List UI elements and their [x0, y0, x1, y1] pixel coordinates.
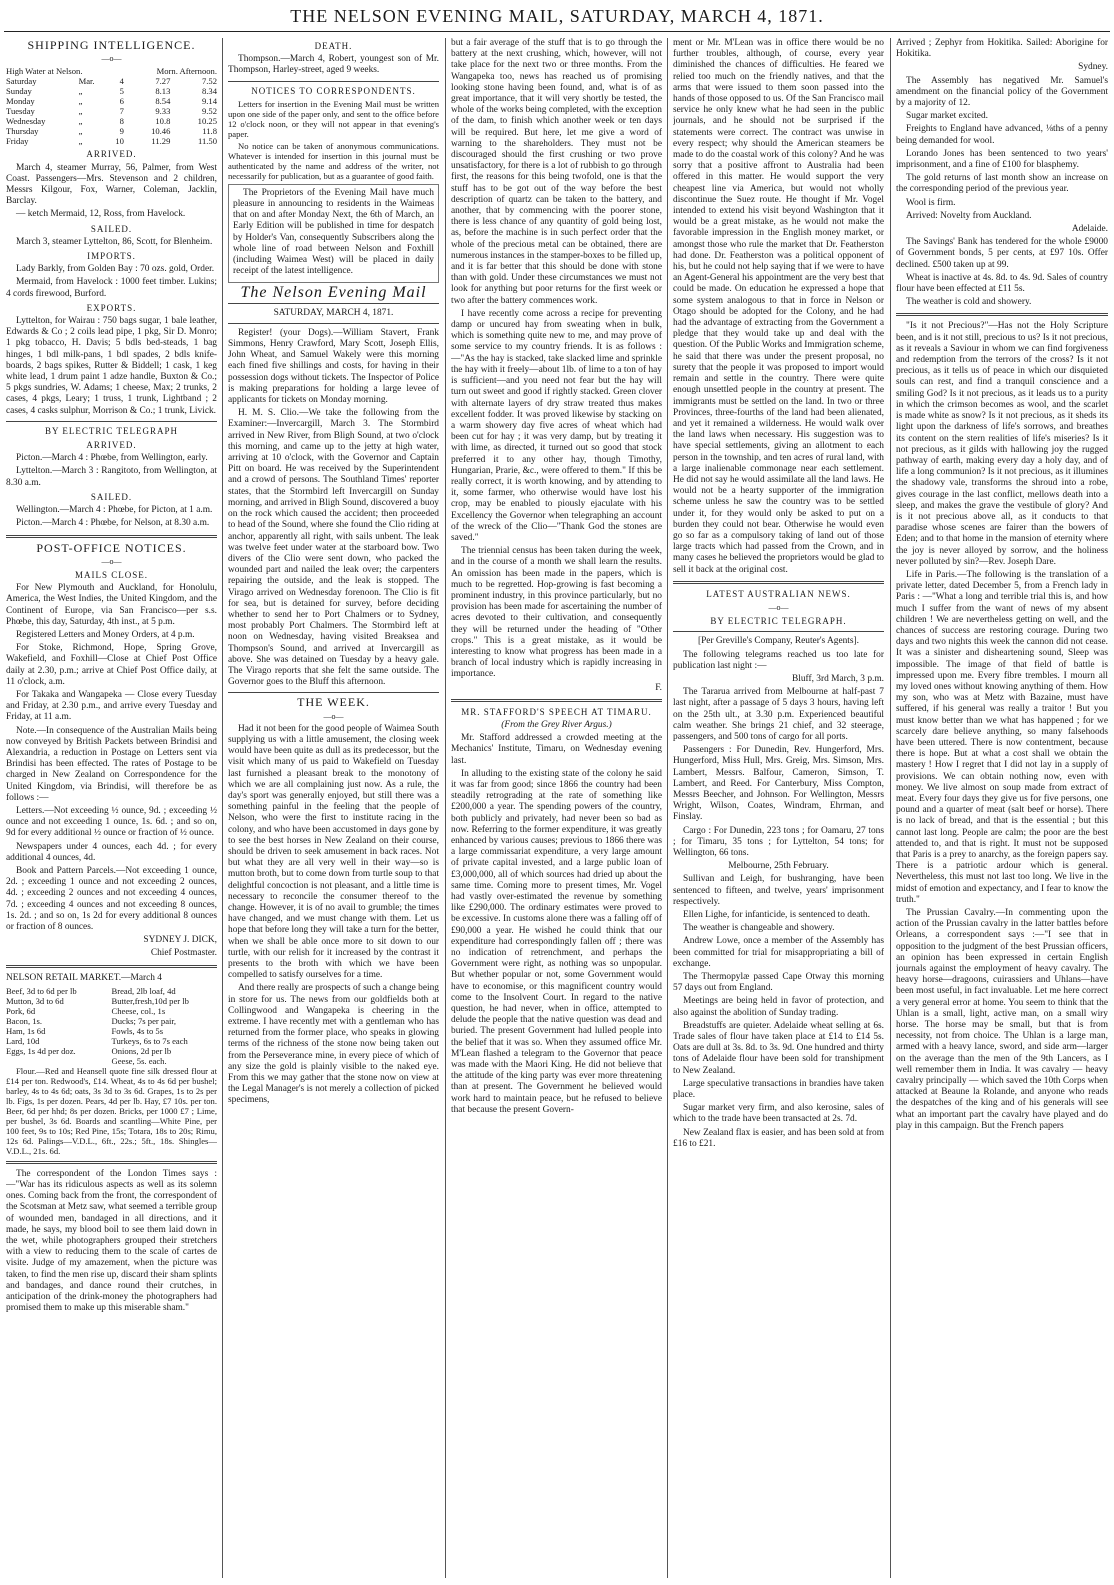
post-office-notice: For New Plymouth and Auckland, for Honolulu, America, the West Indies, the United Kingdom, and the Continent of Europe, via San Francisco—per s.s. Phœbe, this day, Saturday, 4th inst., at 5 p.m. — [6, 583, 217, 627]
post-office-notice: Book and Pattern Parcels.—Not exceeding 1 ounce, 2d. ; exceeding 1 ounce and not exceeding 2 ounces, 4d. ; exceeding 2 ounces and not exceeding 4 ounces, 7d. ; exceeding 4 ounces and not exceeding 8 ounces, 1s. 2d. ; and so on, 1s 2d for every additional 8 ounces or fraction of 8 ounces. — [6, 865, 217, 932]
tide-row — [6, 96, 217, 106]
arrived-heading: ARRIVED. — [86, 149, 137, 160]
column-divider — [222, 38, 223, 1578]
divider — [6, 421, 217, 422]
tide-cell: 9.14 — [201, 96, 217, 107]
column-2 — [228, 38, 439, 1578]
news-paragraph: Breadstuffs are quieter. Adelaide wheat selling at 6s. Trade sales of flour have taken place at £14 to £14 5s. Oats are dull at 3s. 8d. to 3s. 9d. One hundred and thirty tons of Adelaide flour have been sold for transhipment to New Zealand. — [673, 1020, 884, 1076]
separator: —o— — [101, 556, 122, 566]
tide-cell: 9.52 — [201, 106, 217, 117]
the-week-heading: THE WEEK. — [297, 695, 370, 710]
tide-cell: 8.54 — [155, 96, 171, 107]
divider — [228, 692, 439, 693]
tide-cell: Friday — [6, 136, 29, 147]
market-row — [6, 1016, 217, 1026]
divider — [228, 81, 439, 82]
australian-news-heading: LATEST AUSTRALIAN NEWS. — [706, 588, 851, 599]
news-paragraph: Arrived ; Zephyr from Hokitika. Sailed: Aborigine for Hokitika. — [896, 38, 1108, 60]
tide-row — [6, 116, 217, 126]
divider — [673, 631, 884, 632]
imports-item: Mermaid, from Havelock : 1000 feet timber. Lukins; 4 cords firewood, Burford. — [6, 277, 217, 299]
market-cell: Beef, 3d to 6d per lb — [6, 985, 77, 996]
news-paragraph: The weather is changeable and showery. — [683, 923, 835, 934]
stafford-paragraph: Mr. Stafford addressed a crowded meeting at the Mechanics' Institute, Timaru, on Wednesday evening last. — [451, 733, 662, 766]
tide-cell: 6 — [119, 96, 124, 107]
dateline: Bluff, 3rd March, 3 p.m. — [791, 673, 884, 684]
proprietors-announcement — [228, 184, 439, 284]
market-cell: Turkeys, 6s to 7s each — [111, 1035, 188, 1046]
tide-cell: 8.13 — [155, 86, 171, 97]
divider — [6, 1161, 217, 1164]
column-divider — [890, 38, 891, 1578]
register-paragraph: Register! (your Dogs).—William Stavert, Frank Simmons, Henry Crawford, Mary Scott, Joseph Ellis, John Wheat, and Samuel Wakely were this morning each fined five shillings and costs, for having in their possession dogs without tickets. The Inspector of Police is making preparations for holding a large levee of applicants for tickets on Monday morning. — [228, 327, 439, 406]
tide-cell: Mar. — [78, 76, 95, 87]
paper-title: The Nelson Evening Mail — [240, 284, 427, 302]
postmaster-signature: SYDNEY J. DICK, — [143, 935, 217, 946]
tide-table — [6, 66, 217, 146]
market-cell: Onions, 2d per lb — [111, 1045, 172, 1056]
column-1 — [6, 38, 217, 1578]
market-title: NELSON RETAIL MARKET.—March 4 — [6, 972, 162, 983]
column-5 — [896, 38, 1108, 1578]
news-paragraph: Arrived: Novelty from Auckland. — [906, 210, 1032, 221]
market-row — [6, 1026, 217, 1036]
market-cell: Bread, 2lb loaf, 4d — [111, 985, 176, 996]
news-paragraph: Ellen Lighe, for infanticide, is sentenced to death. — [683, 910, 870, 921]
dateline: Melbourne, 25th February. — [728, 861, 829, 872]
tide-cell: „ — [78, 126, 83, 137]
sailed-heading: SAILED. — [90, 223, 133, 234]
market-row — [6, 1006, 217, 1016]
news-paragraph: New Zealand flax is easier, and has been sold at from £16 to £21. — [673, 1127, 884, 1149]
tide-cell: Tuesday — [6, 106, 35, 117]
market-cell: Geese, 5s. each. — [111, 1055, 167, 1066]
sailed-item: March 3, steamer Lyttelton, 86, Scott, for Blenheim. — [16, 236, 213, 247]
cavalry-paragraph: The Prussian Cavalry.—In commenting upon the action of the Prussian cavalry in the latter battles before Orleans, a correspondent says :—"I see that in opposition to the judgment of the best Prussian officers, an opinion has been expressed in certain English journals against the employment of heavy cavalry. The heavy horse—dragoons, cuirassiers and Uhlans—have been most useful, in fact invaluable. Let me here correct a very general error at home. You seem to think that the Uhlan is a small, light, active man, on a small wiry horse. The horse may be small, but that is from necessity, not from choice. The Uhlan is a large man, armed with a heavy lance, sword, and side arm—larger on the average than the men of the 9th Lancers, as I well remember them in India. It was cavalry — heavy cavalry principally — which saved the 10th Corps when attacked at Beaune la Rolande, and anyone who reads the despatches of the king and of his generals will see what an important part the cavalry have played and do play in this campaign. But the French papers — [896, 908, 1108, 1131]
market-cell: Pork, 6d — [6, 1005, 36, 1016]
column-4 — [673, 38, 884, 1578]
exports-item: Lyttelton, for Wairau : 750 bags sugar, 1 bale leather, Edwards & Co ; 2 coils lead pipe, 1 pkg, Sir D. Monro; 1 pkg tobacco, H. Davis; 5 bdls bed-steads, 1 bag hinges, 1 bdl milk-pans, 1 bdl spades, 2 bdls knife-boards, 2 bags spikes, Rutter & Biddell; 1 cask, 1 keg white lead, 1 drum paint 1 adze handle, Buxton & Co.; 5 pkgs sundries, W. Adams; 1 cheese, Max; 2 trunks, 2 cases, 4 pkgs, Leary; 1 truss, 1 trunk, Lightband ; 2 cases, 4 casks sulphur, Morrison & Co.; 1 trunk, Livick. — [6, 316, 217, 416]
market-cell: Lard, 10d — [6, 1035, 40, 1046]
tide-cell: 5 — [119, 86, 124, 97]
shipping-title: SHIPPING INTELLIGENCE. — [27, 38, 196, 52]
tide-cell: Saturday — [6, 76, 37, 87]
stafford-heading: MR. STAFFORD'S SPEECH AT TIMARU. — [461, 706, 652, 717]
tide-cell: 10.8 — [155, 116, 171, 127]
tide-cell: „ — [78, 86, 83, 97]
separator: —o— — [101, 54, 122, 64]
tide-header-left: High Water at Nelson. — [6, 66, 83, 77]
market-cell: Fowls, 4s to 5s — [111, 1025, 164, 1036]
market-row — [6, 996, 217, 1006]
tide-cell: 9 — [119, 126, 124, 137]
week-paragraph: The triennial census has been taken during the week, and in the course of a month we shall learn the results. An omission has been made in the papers, which is much to be regretted. Hop-growing is fast becoming a prominent industry, in this province particularly, but no provision has been made for ascertaining the number of acres devoted to their cultivation, and consequently they will be returned under the heading of "Other crops." This is a great mistake, as it would be interesting to know what progress has been made in a branch of local industry which is rapidly increasing in importance. — [451, 546, 662, 680]
tide-row — [6, 136, 217, 146]
tel-sailed-heading: SAILED. — [90, 491, 133, 502]
market-table — [6, 986, 217, 1066]
news-paragraph: Large speculative transactions in brandies have taken place. — [673, 1078, 884, 1101]
divider — [228, 303, 439, 304]
stafford-paragraph: In alluding to the existing state of the colony he said it was far from good; since 1866 the country had been steadily retrograding at the rate of something like £200,000 a year. The spending powers of the country, both publicly and privately, had never been so bad as now. Referring to the former expenditure, it was greatly enhanced by various causes; previous to 1866 there was a large commissariat expenditure, a very large amount of private capital invested, and a large public loan of £3,000,000, all of which sources had dried up about the same time. Coming more to present times, Mr. Vogel had vastly over-estimated the revenue by something like £290,000. The ordinary estimates were proved to be excessive. In customs alone there was a falling off of £90,000 a year. He wished he could think that our expenditure had correspondingly fallen off ; there was no indication of retrenchment, and perhaps the Government were right, as nothing was so unpopular. But whether popular or not, some Government would have to economise, or this magnificent country would come to the Insolvent Court. In regard to the native question, he had never, when in office, attempted to delude the people that the native question was dead and buried. The present Government had lulled people into the belief that it was so. When they assumed office Mr. M'Lean flashed a telegram to the Governor that peace was made with the Maori King. He did not believe that the attitude of the king party was ever more threatening than at present. The Government he believed would work hard to maintain peace, but he refused to believe that because the present Govern- — [451, 768, 662, 1115]
postmaster-title: Chief Postmaster. — [150, 948, 217, 959]
divider — [451, 699, 662, 702]
exports-heading: EXPORTS. — [86, 302, 137, 313]
tide-header-right: Morn. Afternoon. — [156, 66, 217, 77]
tide-cell: 10 — [115, 136, 124, 147]
tide-row — [6, 126, 217, 136]
divider — [673, 581, 884, 584]
tide-cell: 11.29 — [151, 136, 171, 147]
tide-cell: „ — [78, 106, 83, 117]
tide-cell: 11.50 — [197, 136, 217, 147]
notice-text: Letters for insertion in the Evening Mail must be written upon one side of the paper only, and sent to the office before 12 o'clock noon, or they will not appear in that evening's paper. — [228, 98, 439, 139]
post-office-notice: Letters.—Not exceeding ½ ounce, 9d. ; exceeding ½ ounce and not exceeding 1 ounce, 1s. 6d. ; and so on, 9d for every additional ½ ounce or fraction of ½ ounce. — [6, 805, 217, 839]
tide-cell: 9.33 — [155, 106, 171, 117]
week-continued: but a fair average of the stuff that is to go through the battery at the next crushing, which, however, will not take place for the next two or three months. From the Wangapeka too, news has reached us of promising looking stone having been found, and, what is of as great importance, that it will very shortly be tested, the whole of the works being completed, with the exception of the dam, to finish which another week or ten days will be required. But here, let me give a word of warning to the shareholders. They must not be discouraged should the first crushing or two prove unsatisfactory, for there is a lot of rubbish to go through first, the reasons for this being twofold, one is that the stuff has to be got out of the way before the best description of quartz can be taken to the battery, and another, that by commencing with the poorer stone, there is less chance of any quantity of gold being lost, as, before the machine is in such perfect order that the whole of the precious metal can be obtained, there are numerous instances in the stamper-boxes to be filled up, and it is far better that this should be done with stone than with gold. Under these circumstances we must not look for anything but poor returns for the first week or two after the battery commences work. — [451, 38, 662, 306]
tel-sailed-item: Wellington.—March 4 : Phœbe, for Picton, at 1 a.m. — [16, 505, 213, 516]
news-paragraph: Passengers : For Dunedin, Rev. Hungerford, Mrs. Hungerford, Miss Hull, Mrs. Greig, Mrs. Simson, Mrs. Lambert, Messrs. Balfour, Cameron, Simson, T. Lambert, and Reed. For Canterbury, Miss Compton, Messrs Beecher, and Johnson. For Wellington, Messrs Wright, Wilson, Coates, Windram, Ehrman, and Finslay. — [673, 745, 884, 823]
week-paragraph: I have recently come across a recipe for preventing damp or uncured hay from sweating when in bulk, which is something quite new to me, and may prove of some service to my country friends. It is as follows :—"As the hay is stacked, take slacked lime and sprinkle the hay with it freely—about 1lb. of lime to a ton of hay is sufficient—and you need not fear but the hay will turn out sweet and good if rightly stacked. Green clover with alternate layers of dry straw treated thus makes excellent fodder. It was proved likewise by stacking on a warm showery day five acres of wheat which had been cut for hay ; it was very damp, but by treating it with lime, as directed, it turned out so good that stock preferred it to any other hay, though Timothy, Hungarian, Prarie, &c., were offered to them." If this be really correct, it is worth knowing, and by attending to it, some farmer, who otherwise would have lost his crop, may be enabled to piously ejaculate with his Excellency the Governor when telegraphing an account of the wreck of the Clio—"Thank God the stones are saved." — [451, 308, 662, 543]
news-paragraph: The Thermopylæ passed Cape Otway this morning 57 days out from England. — [673, 972, 884, 994]
tide-cell: 8.34 — [201, 86, 217, 97]
tide-cell: 4 — [119, 76, 124, 87]
clio-paragraph: H. M. S. Clio.—We take the following from the Examiner:—Invercargill, March 3. The Stormbird arrived in New River, from Bligh Sound, at two o'clock this morning, and came up to the jetty at high water, arriving at 10 o'clock, with the Governor and Captain Pitt on board. He was received by the Superintendent and a crowd of persons. The Southland Times' reporter states, that the Stormbird left Invercargill on Sunday morning, and arrived in Bligh Sound, discovered a buoy on the rock which caused the accident; then proceeded to head of the Sound, where she found the Clio riding at anchor, apparently all right, with sails unbent. The leak was twelve feet under water at the starboard bow. Two divers of the Clio were sent down, who packed the wounded part and nailed the leak over; the carpenters repairing the outside, and the leak is stopped. The Virago arrived on Wednesday forenoon. The Clio is fit for sea, but is detained for survey, before deciding whether to send her to Port Chalmers or to Sydney, most probably Port Chalmers. The Stormbird left at noon on Wednesday, having visited Breaksea and Thompson's Sound, and arrived at Invercargill as above. She was detained on Tuesday by a heavy gale. The Virago reports that she felt the same outside. The Governor goes to the Bluff this afternoon. — [228, 408, 439, 688]
divider — [6, 965, 217, 968]
news-paragraph: Meetings are being held in favor of protection, and also against the abolition of Sunday trading. — [673, 996, 884, 1018]
mails-close-heading: MAILS CLOSE. — [74, 569, 148, 580]
death-heading: DEATH. — [314, 41, 353, 51]
tel-arrived-item: Picton.—March 4 : Phœbe, from Wellington, early. — [16, 453, 208, 464]
notices-heading: NOTICES TO CORRESPONDENTS. — [251, 85, 416, 96]
masthead: THE NELSON EVENING MAIL, SATURDAY, MARCH 4, 1871. — [290, 6, 824, 26]
tide-row — [6, 76, 217, 86]
tel-arrived-item: Lyttelton.—March 3 : Rangitoto, from Wellington, at 8.30 a.m. — [6, 466, 217, 488]
times-paragraph: The correspondent of the London Times says :—"War has its ridiculous aspects as well as its solemn ones. Coming back from the front, the correspondent of the Scotsman at Metz saw, what seemed a terrible group of wounded men, bandaged in all directions, and it made, he says, my blood boil to see them laid down in the wet, while photographers grouped their stretchers with a view to reducing them to the scale of cartes de visite. Judge of my amazement, when the picture was taken, to find the men rise up, discard their sham splints and bandages, and dance round their crutches, in anticipation of the drink-money the photographers had promised them to make up this miserable sham." — [6, 1168, 217, 1314]
dateline: Adelaide. — [1071, 224, 1108, 235]
market-text: Flour.—Red and Heansell quote fine silk dressed flour at £14 per ton. Redwood's, £14. Wheat, 4s to 4s 6d per bushel; barley, 4s to 4s 6d; oats, 3s 3d to 3s 6d. Grapes, 1s to 2s per lb. Figs, 1s per dozen. Pears, 4d per lb. Hay, £7 10s. per ton. Beer, 6d per hhd; 8s per dozen. Bricks, per 1000 £7 ; Lime, per bushel, 3s 6d. Boards and scantling—White Pine, per 100 feet, 9s to 10s; Red Pine, 15s; Totara, 18s to 20s; Rimu, 12s 6d. Palings—V.D.L., 6ft., 22s.; 5ft., 18s. Shingles—V.D.L., 21s. 6d. — [6, 1065, 217, 1156]
agency-line: [Per Greville's Company, Reuter's Agents]. — [697, 636, 860, 647]
market-cell: Ham, 1s 6d — [6, 1025, 46, 1036]
post-office-title: POST-OFFICE NOTICES. — [36, 540, 187, 555]
tide-cell: 10.25 — [197, 116, 217, 127]
news-paragraph: Lorando Jones has been sentenced to two years' imprisonment, and a fine of £100 for blasphemy. — [896, 148, 1108, 171]
news-paragraph: Sugar market excited. — [906, 111, 988, 122]
stafford-continued: ment or Mr. M'Lean was in office there would be no further troubles, although, of course, every year diminished the chances of difficulties. He feared we relied too much on the friendly natives, and that the arms that were issued to them soon passed into the hands of those opposed to us. Of the San Francisco mail service he only knew what he had seen in the public journals, and he should not be surprised if the statements were correct. The contract was unwise in every respect; why should the American steamers be made to do the coastal work of this colony? And he was sorry that a positive affront to Australia had been offered in this matter. He would support the very cheapest line via America, but would not wholly discontinue the Suez route. He thought if Mr. Vogel intended to extend his visit beyond Washington that it would be a great mistake, as he would not make the favorable impression in the English money market, or amongst those who rule the market that Dr. Featherston had done. Dr. Featherston was a political opponent of his, but he could not help saying that if we were to have an Agent-General his appointment are the very best that could be made. On education he expressed a hope that some system analogous to that in force in Nelson or Otago should be adopted for the Colony, and he had had the advantage of extracting from the Government a pledge that they would take up and deal with the question. Of the Public Works and Immigration scheme, he said that there was under the present proposal, no surety that the people it was proposed to import would remain and settle in the country. There were quite enough unsettled people in the country at present. The immigrants must be settled on the land. In two or three Provinces, three-fourths of the land had been alienated, and yet it remained a wilderness. He would walk over the land laws when necessary. His suggestion was to have special settlements, giving an allotment to each person in the township, and ten acres of rural land, with a large inalienable commonage near each settlement. He did not say he would assimilate all the land laws. He would not be a hearty supporter of the immigration scheme unless he saw the country was to be settled under it, for they would only be asked to put on a burden they could not bear. Otherwise he would even go so far as a compulsory taking of land out of those large tracts which had passed from the Crown, and in many cases he believed the proprietors would be glad to sell it back at the original cost. — [673, 38, 884, 575]
tel-arrived-heading: ARRIVED. — [86, 440, 137, 451]
arrived-item: — ketch Mermaid, 12, Ross, from Havelock. — [16, 209, 186, 220]
separator: —o— — [768, 602, 789, 612]
market-cell: Eggs, 1s 4d per doz. — [6, 1045, 76, 1056]
column-divider — [445, 38, 446, 1578]
post-office-notice: Newspapers under 4 ounces, each 4d. ; for every additional 4 ounces, 4d. — [6, 841, 217, 863]
stafford-source: (From the Grey River Argus.) — [501, 719, 612, 730]
tide-cell: 7.27 — [155, 76, 171, 87]
news-paragraph: Sugar market very firm, and also kerosine, sales of which to the trade have been transacted at 2s. 7d. — [673, 1103, 884, 1125]
dateline: Sydney. — [1078, 62, 1108, 73]
divider — [228, 323, 439, 324]
post-office-notice: For Stoke, Richmond, Hope, Spring Grove, Wakefield, and Foxhill—Close at Chief Post Office daily at 2.30, p.m.; arrive at Chief Post Office daily, at 11 o'clock, a.m. — [6, 643, 217, 687]
imports-item: Lady Barkly, from Golden Bay : 70 ozs. gold, Order. — [16, 264, 215, 275]
tide-cell: „ — [78, 136, 83, 147]
news-paragraph: The gold returns of last month show an increase on the corresponding period of the previous year. — [896, 173, 1108, 195]
divider — [896, 313, 1108, 316]
paris-paragraph: Life in Paris.—The following is the translation of a private letter, dated December 5, from a French lady in Paris : —"What a long and terrible trial this is, and how much I suffer from the want of news of my absent children ! We are nevertheless getting on well, and the chances of success are restoring courage. During two days and two nights this week the cannon did not cease. It was a sinister and disheartening sound, Sleep was impossible. The image of that field of battle is impressed upon me. Every fibre trembles. I mourn all my loved ones without knowing anything of them. How my son, who was at Metz with Bazaine, must have suffered, if his general was really a traitor ! But you must know better than we what has happened ; for we scarcely dare believe anything, so many falsehoods have been uttered. There is now contentment, because there is hope. But at what a cost shall we obtain the mastery ! How I regret that I did not lay in a supply of provisions. We can obtain nothing now, even with money. We live almost on soup made from extract of meat. Every four days they give us for five persons, one pound and a quarter of meat (salt beef or horse). There is no lack of bread, and that is the essential ; but this cannot last long. People are calm; the poor are the best attended to, and that is right. It must not be supposed that Paris is a prey to anarchy, as the foreign papers say. There is a patriotic ardour which is general. Nevertheless, this must not last too long. We live in the midst of emotion and expectancy, and I fear to know the truth." — [896, 569, 1108, 905]
imports-heading: IMPORTS. — [87, 251, 136, 262]
arrived-item: March 4, steamer Murray, 56, Palmer, from West Coast. Passengers—Mrs. Stevenson and 2 children, Messrs Kilgour, Fox, Warner, Coleman, Jacklin, Barclay. — [6, 162, 217, 207]
tide-cell: 10.46 — [151, 126, 171, 137]
tide-cell: Wednesday — [6, 116, 46, 127]
tide-cell: „ — [78, 96, 83, 107]
news-paragraph: Wheat is inactive at 4s. 8d. to 4s. 9d. Sales of country flour have been effected at £11 5s. — [896, 272, 1108, 295]
separator: —o— — [323, 711, 344, 721]
week-paragraph: Had it not been for the good people of Waimea South supplying us with a little amusement, the closing week would have been quite as dull as its predecessor, but the visit which many of us paid to Wakefield on Tuesday last furnished a pleasant break to the monotony of which we are all complaining just now. As a rule, the day's sport was generally enjoyed, but still there was a something painful in the feeling that the people of Nelson, who were the first to institute racing in the colony, and who have been accustomed in days gone by to see the best horses in New Zealand on their course, should be driven to seek amusement in back races. Not but what they are all very well in their way—so is mutton broth, but to come down from turtle soup to that delightful concoction is not pleasant, and a little time is necessary to reconcile the consumer thereof to the change. However, it is of no avail to grumble; the times have changed, and we must change with them. Let us hope that before long they will take a turn for the better, when we shall be able once more to sit down to our turtle, with our relish for it increased by the contrast it presents to the broth with which we have been compelled to satisfy ourselves for a time. — [228, 723, 439, 981]
news-paragraph: Andrew Lowe, once a member of the Assembly has been committed for trial for misappropriating a bill of exchange. — [673, 936, 884, 969]
post-office-notice: Note.—In consequence of the Australian Mails being now conveyed by British Packets between Brindisi and Alexandria, a reduction in Postage on Letters sent via Brindisi has been effected. The rates of Postage to be charged in New Zealand on Correspondence for the United Kingdom, via Brindisi, will therefore be as follows :— — [6, 725, 217, 803]
masthead-rule — [4, 31, 1110, 32]
author-initial: F. — [655, 682, 662, 693]
post-office-notice: For Takaka and Wangapeka — Close every Tuesday and Friday, at 2.30 p.m., and arrive every Tuesday and Friday, at 11 a.m. — [6, 689, 217, 723]
market-row — [6, 1046, 217, 1056]
date-line: SATURDAY, MARCH 4, 1871. — [273, 307, 394, 318]
market-cell — [6, 1056, 112, 1066]
week-paragraph: And there really are prospects of such a change being in store for us. The news from our goldfields both at Collingwood and Wangapeka is cheering in the extreme. I have recently met with a gentleman who has returned from the former place, who speaks in glowing terms of the richness of the stone now being taken out from the Perseverance mine, in every piece of which of any size the gold is plainly visible to the naked eye. From this we may gather that the stone now on view at the Legal Manager's is not merely a collection of picked specimens, — [228, 983, 439, 1106]
news-paragraph: The weather is cold and showery. — [906, 297, 1032, 308]
market-cell: Ducks; 7s per pair, — [111, 1015, 177, 1026]
column-3 — [451, 38, 662, 1578]
market-cell: Bacon, 1s. — [6, 1015, 43, 1026]
market-cell: Butter,fresh,10d per lb — [111, 995, 189, 1006]
notice-text: No notice can be taken of anonymous communications. Whatever is intended for insertion in this journal must be authenticated by the name and address of the writer, not necessarily for publication, but as a guarantee of good faith. — [228, 140, 439, 181]
market-row — [6, 1036, 217, 1046]
market-cell: Cheese, col., 1s — [111, 1005, 166, 1016]
tide-cell: 7 — [119, 106, 124, 117]
market-cell: Mutton, 3d to 6d — [6, 995, 64, 1006]
announcement-text: The Proprietors of the Evening Mail have much pleasure in announcing to residents in the Waimeas that on and after Monday Next, the 6th of March, an Early Edition will be published in time for despatch by Holder's Van, consequently Subscribers along the whole line of road between Nelson and Foxhill (including Waimea West) will be placed in daily receipt of the latest intelligence. — [233, 187, 434, 277]
news-paragraph: Wool is firm. — [906, 197, 956, 208]
tide-cell: 11.8 — [202, 126, 217, 137]
tide-cell: 8 — [119, 116, 124, 127]
news-paragraph: Sullivan and Leigh, for bushranging, have been sentenced to fifteen, and twelve, years' imprisonment respectively. — [673, 874, 884, 907]
news-paragraph: The Assembly has negatived Mr. Samuel's amendment on the financial policy of the Government by a majority of 12. — [896, 75, 1108, 109]
tide-cell: Monday — [6, 96, 35, 107]
tel-sailed-item: Picton.—March 4 : Phœbe, for Nelson, at 8.30 a.m. — [16, 518, 210, 529]
market-row — [6, 986, 217, 996]
news-paragraph: The Tararua arrived from Melbourne at half-past 7 last night, after a passage of 5 days 3 hours, having left on the 25th ult., at 3.30 p.m. Experienced beautiful calm weather. She brings 21 chief, and 32 steerage, passengers, and 500 tons of cargo for all ports. — [673, 687, 884, 742]
tide-cell: 7.52 — [201, 76, 217, 87]
news-paragraph: The following telegrams reached us too late for publication last night :— — [673, 649, 884, 671]
australian-news-subheading: BY ELECTRIC TELEGRAPH. — [710, 616, 847, 627]
precious-paragraph: "Is it not Precious?"—Has not the Holy Scripture been, and is it not still, precious to us? Is it not precious, as it reveals a Saviour in whom we can find forgiveness and redemption from the terrors of the cross? Is it not precious, as it tells us of peace in which our disquieted souls can rest, and find a tranquil conscience and a smiling God? Is it not precious, as it leads us to a purity in which the crimson becomes as wool, and the scarlet is made white as snow? Is it not precious, as it sheds its light upon the darkness of life's sorrows, and breathes its content on the stern realities of life's miseries? Is it not precious, as it gilds with hallowing joy the rugged pathway of earth, making every day a holy day, and of life a long communion? Is it not precious, as it illumines the shadowy vale, transforms the shroud into a robe, gives courage in the last conflict, mellows death into a sleep, and makes the grave the vestibule of glory? And is it not precious above all, as it conducts to that paradise whose scenes are fairer than the bowers of Eden; and to that home in the mansion of eternity where the joy is never alloyed by sorrow, and the holiness never polluted by sin?—Rev. Joseph Dare. — [896, 321, 1108, 567]
tide-cell: Thursday — [6, 126, 39, 137]
tide-cell: „ — [78, 116, 83, 127]
news-paragraph: Freights to England have advanced, ⅛ths of a penny being demanded for wool. — [896, 124, 1108, 146]
news-paragraph: Cargo : For Dunedin, 223 tons ; for Oamaru, 27 tons ; for Timaru, 35 tons ; for Lyttelton, 54 tons; for Wellington, 66 tons. — [673, 825, 884, 859]
death-notice: Thompson.—March 4, Robert, youngest son of Mr. Thompson, Harley-street, aged 9 weeks. — [228, 54, 439, 76]
column-divider — [667, 38, 668, 1578]
post-office-notice: Registered Letters and Money Orders, at 4 p.m. — [16, 629, 195, 640]
market-row — [6, 1056, 217, 1066]
tide-cell: Sunday — [6, 86, 32, 97]
news-paragraph: The Savings' Bank has tendered for the whole £9000 of Government bonds, 5 per cents, at £97 10s. Offer declined. £500 taken up at 99. — [896, 237, 1108, 270]
divider — [6, 535, 217, 538]
telegraph-heading: BY ELECTRIC TELEGRAPH — [45, 425, 178, 436]
tide-row — [6, 106, 217, 116]
tide-row — [6, 86, 217, 96]
